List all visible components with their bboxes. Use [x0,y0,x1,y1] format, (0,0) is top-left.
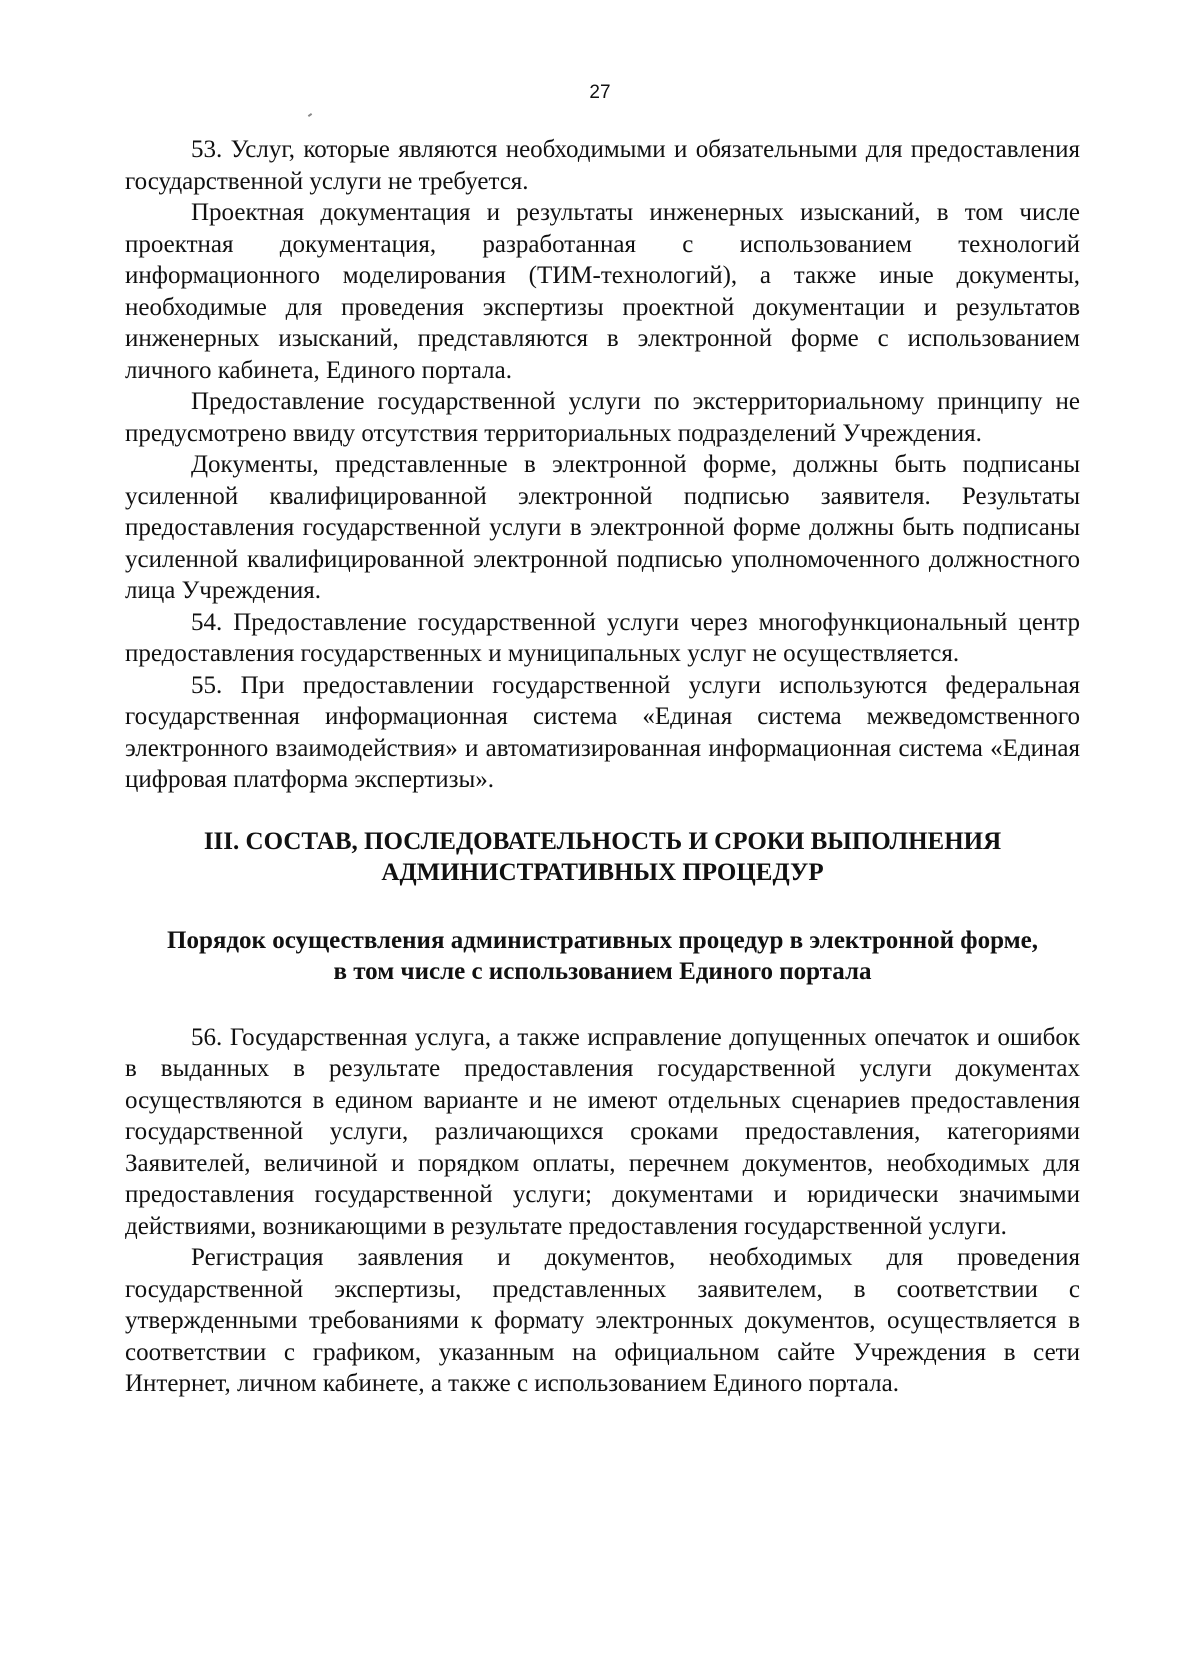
subsection-heading-line-1: Порядок осуществления административных процедур в электронной форме, [167,926,1038,954]
document-body [125,134,1080,1400]
subsection-heading [125,925,1080,988]
paragraph-55: 55. При предоставлении государственной услуги используются федеральная государственная информационная система «Единая система межведомственного электронного взаимодействия» и автоматизированная информационная система «Единая цифровая платформа экспертизы». [125,671,1080,793]
page-number: 27 [589,82,611,103]
paragraph-56: 56. Государственная услуга, а также исправление допущенных опечаток и ошибок в выданных в результате предоставления государственной услуги документах осуществляются в едином варианте и не имеют отдельных сценариев предоставления государственной услуги, различающихся сроками предоставления, категориями Заявителей, величиной и порядком оплаты, перечнем документов, необходимых для предоставления государственной услуги; документами и юридически значимыми действиями, возникающими в результате предоставления государственной услуги. [125,1023,1080,1240]
scan-speck [308,113,312,117]
paragraph-project-documentation: Проектная документация и результаты инженерных изысканий, в том числе проектная документация, разработанная с использованием технологий информационного моделирования (ТИМ-технологий), а также иные документы, необходимые для проведения экспертизы проектной документации и результатов инженерных изысканий, представляются в электронной форме с использованием личного кабинета, Единого портала. [125,199,1080,384]
paragraph-54: 54. Предоставление государственной услуги через многофункциональный центр предоставления государственных и муниципальных услуг не осуществляется. [125,608,1080,667]
paragraph-registration: Регистрация заявления и документов, необходимых для проведения государственной экспертизы, представленных заявителем, в соответствии с утвержденными требованиями к формату электронных документов, осуществляется в соответствии с графиком, указанным на официальном сайте Учреждения в сети Интернет, личном кабинете, а также с использованием Единого портала. [125,1244,1080,1397]
paragraph-electronic-signature: Документы, представленные в электронной форме, должны быть подписаны усиленной квалифицированной электронной подписью заявителя. Результаты предоставления государственной услуги в электронной форме должны быть подписаны усиленной квалифицированной электронной подписью уполномоченного должностного лица Учреждения. [125,451,1080,604]
subsection-heading-line-2: в том числе с использованием Единого портала [333,958,872,985]
paragraph-extraterritorial: Предоставление государственной услуги по экстерриториальному принципу не предусмотрено ввиду отсутствия территориальных подразделений Учреждения. [125,388,1080,447]
section-heading-line-2: АДМИНИСТРАТИВНЫХ ПРОЦЕДУР [381,859,824,886]
section-heading-line-1: III. СОСТАВ, ПОСЛЕДОВАТЕЛЬНОСТЬ И СРОКИ ВЫПОЛНЕНИЯ [203,827,1002,855]
paragraph-53: 53. Услуг, которые являются необходимыми и обязательными для предоставления государственной услуги не требуется. [125,136,1080,195]
section-heading [125,826,1080,889]
